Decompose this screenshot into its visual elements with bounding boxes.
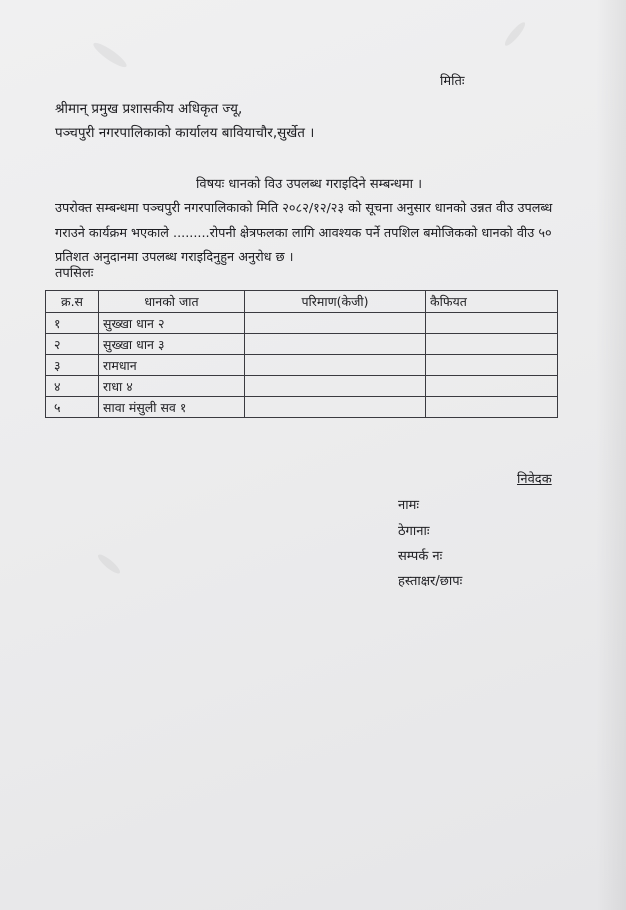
table-row	[46, 397, 558, 418]
cell-remarks[interactable]	[426, 313, 558, 334]
date-label: मितिः	[440, 74, 465, 89]
contact-label: सम्पर्क नः	[398, 549, 443, 564]
cell-serial: १	[46, 313, 99, 334]
cell-quantity[interactable]	[245, 376, 426, 397]
paper-smudge	[96, 552, 123, 576]
cell-serial: ४	[46, 376, 99, 397]
recipient-office: पञ्चपुरी नगरपालिकाको कार्यालय बावियाचौर,सुर्खेत ।	[55, 125, 315, 141]
table-row	[46, 334, 558, 355]
cell-quantity[interactable]	[245, 313, 426, 334]
cell-quantity[interactable]	[245, 355, 426, 376]
recipient-title: श्रीमान् प्रमुख प्रशासकीय अधिकृत ज्यू,	[55, 101, 243, 117]
table-row	[46, 313, 558, 334]
applicant-heading: निवेदक	[517, 472, 552, 487]
cell-serial: ३	[46, 355, 99, 376]
cell-quantity[interactable]	[245, 334, 426, 355]
cell-quantity[interactable]	[245, 397, 426, 418]
cell-remarks[interactable]	[426, 376, 558, 397]
signature-stamp-label: हस्ताक्षर/छापः	[398, 574, 463, 589]
cell-variety: सुख्खा धान २	[99, 313, 245, 334]
header-remarks: कैफियत	[426, 291, 558, 313]
cell-remarks[interactable]	[426, 397, 558, 418]
paper-edge-shadow	[596, 0, 626, 910]
table-row	[46, 376, 558, 397]
header-serial: क्र.स	[46, 291, 99, 313]
details-label: तपसिलः	[55, 266, 94, 281]
cell-remarks[interactable]	[426, 355, 558, 376]
subject-line: विषयः धानको विउ उपलब्ध गराइदिने सम्बन्धमा ।	[196, 177, 423, 192]
cell-variety: सावा मंसुली सव १	[99, 397, 245, 418]
table-header-row	[46, 291, 558, 313]
cell-variety: रामधान	[99, 355, 245, 376]
header-variety: धानको जात	[99, 291, 245, 313]
header-quantity: परिमाण(केजी)	[245, 291, 426, 313]
body-paragraph: उपरोक्त सम्बन्धमा पञ्चपुरी नगरपालिकाको मिति २०८२/१२/२३ को सूचना अनुसार धानको उन्नत वीउ उपलब्ध गराउने कार्यक्रम भएकाले .........रोपनी क्षेत्रफलका लागि आवश्यक पर्ने तपशिल बमोजिकको धानको वीउ ५० प्रतिशत अनुदानमा उपलब्ध गराइदिनुहुन अनुरोध छ ।	[55, 201, 553, 265]
cell-variety: राधा ४	[99, 376, 245, 397]
paper-smudge	[502, 20, 527, 48]
paper-smudge	[91, 39, 130, 70]
cell-serial: ५	[46, 397, 99, 418]
address-label: ठेगानाः	[398, 524, 430, 539]
seed-table	[45, 290, 558, 418]
table-row	[46, 355, 558, 376]
cell-remarks[interactable]	[426, 334, 558, 355]
cell-variety: सुख्खा धान ३	[99, 334, 245, 355]
cell-serial: २	[46, 334, 99, 355]
name-label: नामः	[398, 498, 419, 513]
